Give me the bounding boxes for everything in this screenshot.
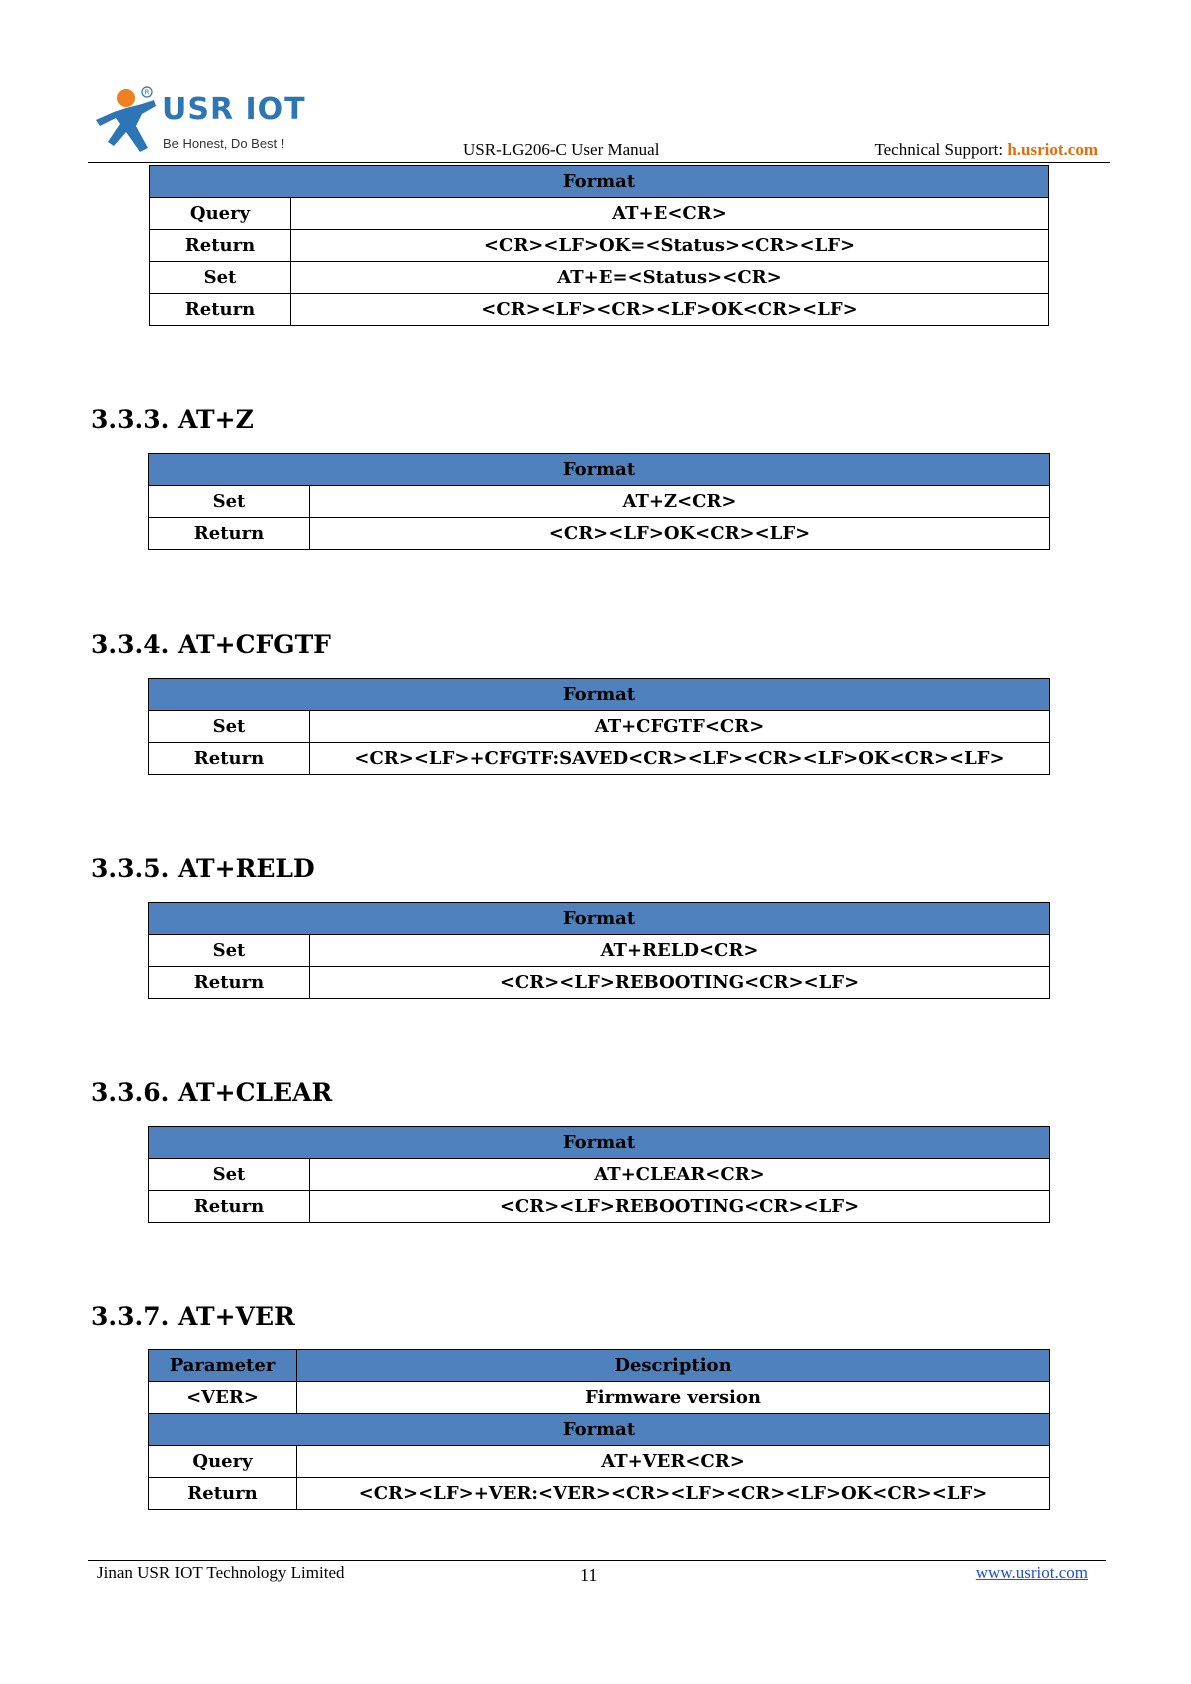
row-label: Return (149, 1191, 310, 1223)
table-row (149, 967, 1050, 999)
footer-website-link[interactable]: www.usriot.com (975, 1563, 1088, 1582)
technical-support (874, 140, 1098, 160)
section-title-at-cfgtf: 3.3.4. AT+CFGTF (91, 630, 331, 659)
at-e-format-table (149, 165, 1049, 326)
row-label: Query (150, 198, 291, 230)
param-description: Firmware version (297, 1382, 1050, 1414)
row-label: Return (149, 518, 310, 550)
row-value: AT+E<CR> (291, 198, 1049, 230)
table-row (150, 294, 1049, 326)
at-clear-format-table (148, 1126, 1050, 1223)
format-header: Format (149, 1414, 1050, 1446)
row-label: Set (150, 262, 291, 294)
row-label: Set (149, 711, 310, 743)
at-z-format-table (148, 453, 1050, 550)
row-label: Set (149, 486, 310, 518)
support-link[interactable]: h.usriot.com (1007, 140, 1098, 159)
row-label: Return (149, 967, 310, 999)
logo-wordmark: USR IOT (162, 92, 306, 127)
row-value: AT+CFGTF<CR> (310, 711, 1050, 743)
section-title-at-clear: 3.3.6. AT+CLEAR (91, 1078, 333, 1107)
row-value: <CR><LF><CR><LF>OK<CR><LF> (291, 294, 1049, 326)
at-ver-table (148, 1349, 1050, 1510)
table-row (149, 935, 1050, 967)
footer-divider (88, 1560, 1106, 1561)
table-row (149, 1446, 1050, 1478)
format-header: Format (149, 679, 1050, 711)
format-header: Format (150, 166, 1049, 198)
manual-title: USR-LG206-C User Manual (463, 140, 660, 159)
row-value: <CR><LF>REBOOTING<CR><LF> (310, 1191, 1050, 1223)
row-value: AT+RELD<CR> (310, 935, 1050, 967)
table-row (149, 1478, 1050, 1510)
at-reld-format-table (148, 902, 1050, 999)
section-title-at-reld: 3.3.5. AT+RELD (91, 854, 315, 883)
param-name: <VER> (149, 1382, 297, 1414)
description-header: Description (297, 1350, 1050, 1382)
table-row (149, 518, 1050, 550)
row-value: <CR><LF>+VER:<VER><CR><LF><CR><LF>OK<CR><LF> (297, 1478, 1050, 1510)
table-row (150, 262, 1049, 294)
table-row (149, 1159, 1050, 1191)
row-label: Set (149, 1159, 310, 1191)
table-row (149, 1382, 1050, 1414)
row-label: Query (149, 1446, 297, 1478)
svg-text:R: R (144, 88, 150, 97)
row-value: AT+Z<CR> (310, 486, 1050, 518)
table-row (150, 198, 1049, 230)
row-label: Return (150, 230, 291, 262)
format-header: Format (149, 454, 1050, 486)
header-divider (88, 162, 1110, 163)
row-value: AT+CLEAR<CR> (310, 1159, 1050, 1191)
at-cfgtf-format-table (148, 678, 1050, 775)
table-row (150, 230, 1049, 262)
section-title-at-ver: 3.3.7. AT+VER (91, 1302, 295, 1331)
row-value: AT+E=<Status><CR> (291, 262, 1049, 294)
table-row (149, 486, 1050, 518)
row-label: Return (150, 294, 291, 326)
row-value: AT+VER<CR> (297, 1446, 1050, 1478)
parameter-header: Parameter (149, 1350, 297, 1382)
table-row (149, 711, 1050, 743)
page-number: 11 (580, 1565, 598, 1585)
row-value: <CR><LF>OK=<Status><CR><LF> (291, 230, 1049, 262)
footer-company: Jinan USR IOT Technology Limited (97, 1563, 345, 1582)
row-value: <CR><LF>OK<CR><LF> (310, 518, 1050, 550)
table-row (149, 1191, 1050, 1223)
logo-tagline: Be Honest, Do Best ! (163, 136, 285, 151)
format-header: Format (149, 903, 1050, 935)
row-label: Set (149, 935, 310, 967)
support-label: Technical Support: (874, 140, 1008, 159)
row-label: Return (149, 1478, 297, 1510)
format-header: Format (149, 1127, 1050, 1159)
row-value: <CR><LF>+CFGTF:SAVED<CR><LF><CR><LF>OK<CR><LF> (310, 743, 1050, 775)
section-title-at-z: 3.3.3. AT+Z (91, 405, 254, 434)
table-row (149, 743, 1050, 775)
row-value: <CR><LF>REBOOTING<CR><LF> (310, 967, 1050, 999)
row-label: Return (149, 743, 310, 775)
